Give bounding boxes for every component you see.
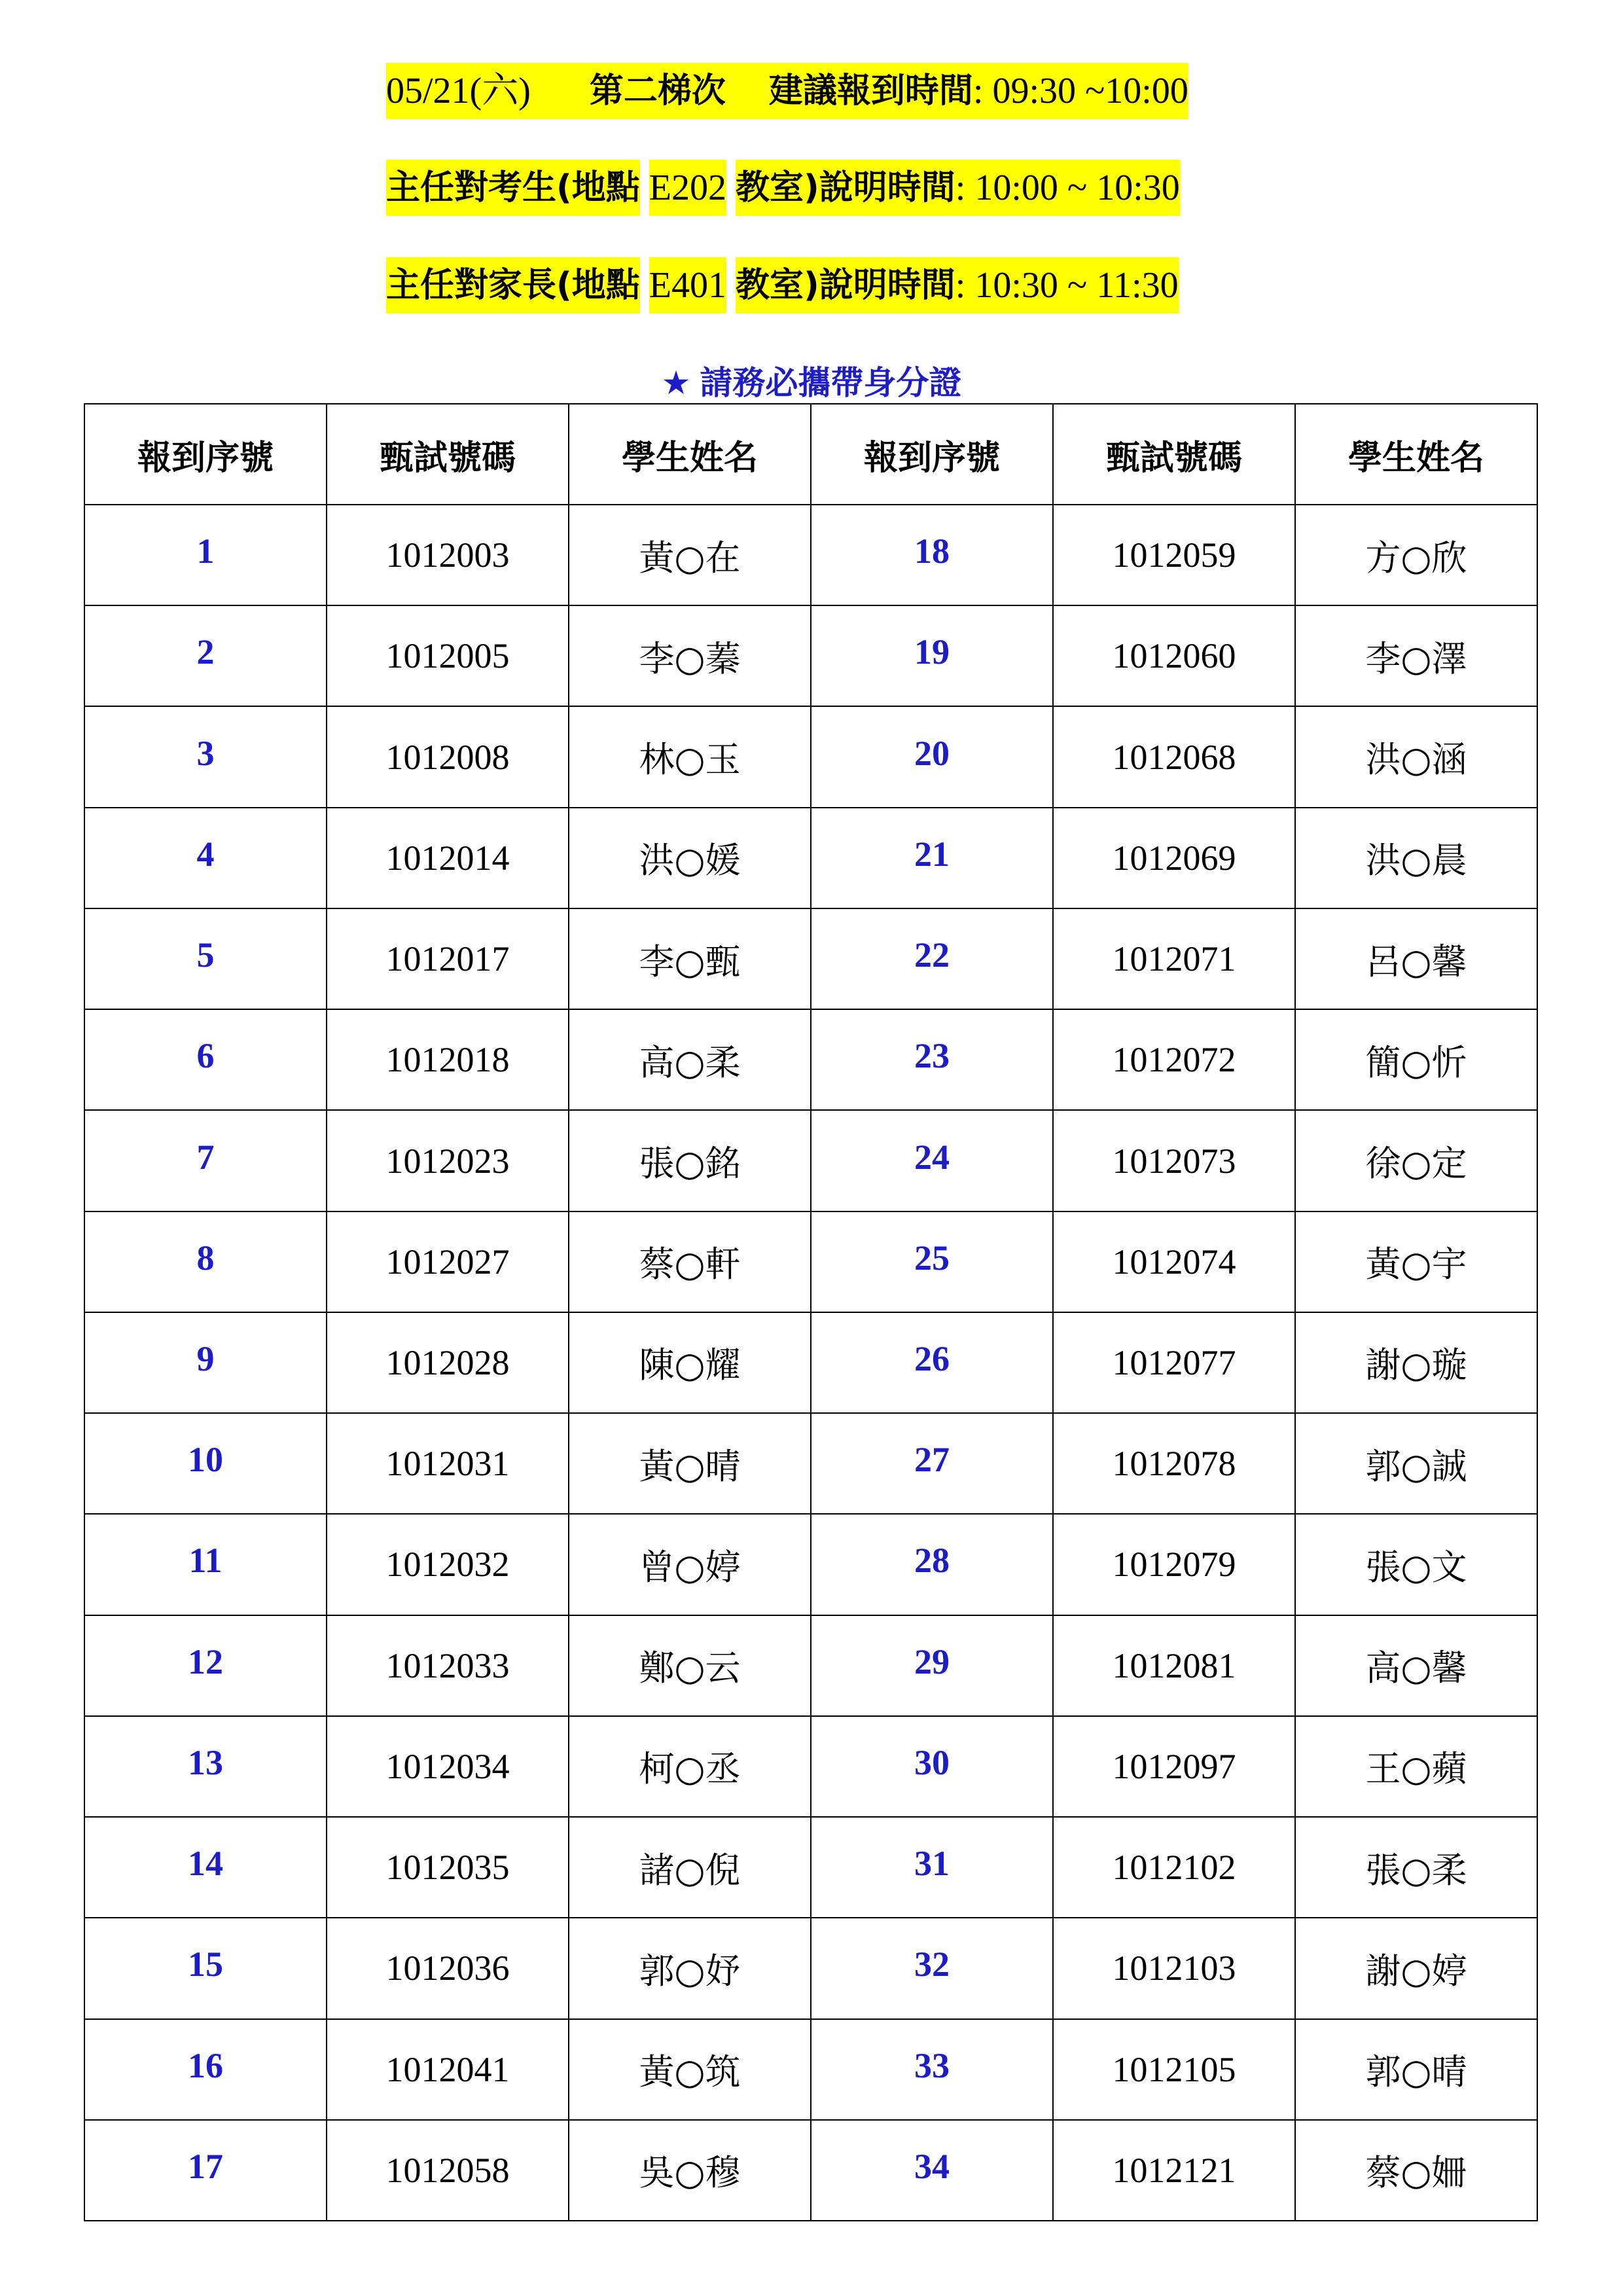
cell-seq-number	[84, 1413, 327, 1514]
seq-number-text: 18	[914, 531, 950, 571]
table-row	[84, 1716, 1537, 1817]
seq-number-text: 19	[914, 632, 950, 672]
schedule-date: 05/21(六)	[386, 63, 531, 119]
cell-student-name: 謝○婷	[1295, 1918, 1537, 2018]
checkin-time-label: 建議報到時間	[769, 63, 973, 119]
students-briefing-label: 主任對考生(地點	[386, 160, 640, 216]
cell-student-name: 徐○定	[1295, 1110, 1537, 1211]
cell-student-name: 洪○涵	[1295, 706, 1537, 807]
cell-student-name: 陳○耀	[569, 1312, 811, 1413]
cell-seq-number	[84, 1312, 327, 1413]
cell-exam-number: 1012072	[1053, 1009, 1295, 1110]
seq-number-text: 3	[196, 733, 215, 773]
column-header-seq: 報到序號	[811, 404, 1053, 505]
column-header-exam-number: 甄試號碼	[327, 404, 569, 505]
seq-number-text: 17	[188, 2146, 223, 2186]
cell-exam-number: 1012078	[1053, 1413, 1295, 1514]
cell-exam-number: 1012068	[1053, 706, 1295, 807]
cell-seq-number	[811, 1110, 1053, 1211]
notice-text: 請務必攜帶身分證	[700, 364, 962, 402]
cell-exam-number: 1012077	[1053, 1312, 1295, 1413]
cell-student-name: 蔡○軒	[569, 1211, 811, 1312]
table-row	[84, 605, 1537, 706]
cell-seq-number	[811, 505, 1053, 605]
table-row	[84, 1413, 1537, 1514]
cell-seq-number	[84, 1716, 327, 1817]
seq-number-text: 20	[914, 733, 950, 773]
table-body	[84, 505, 1537, 2221]
column-header-student-name: 學生姓名	[569, 404, 811, 505]
seq-number-text: 29	[914, 1641, 950, 1681]
seq-number-text: 14	[188, 1844, 223, 1884]
cell-seq-number	[811, 1312, 1053, 1413]
seq-number-text: 1	[196, 531, 215, 571]
batch-label: 第二梯次	[590, 63, 726, 119]
parents-room: E401	[649, 257, 726, 314]
seq-number-text: 32	[914, 1945, 950, 1984]
cell-seq-number	[84, 2120, 327, 2221]
cell-student-name: 高○柔	[569, 1009, 811, 1110]
table-header-row	[84, 404, 1537, 505]
students-briefing-time: : 10:00 ~ 10:30	[955, 160, 1180, 216]
cell-student-name: 鄭○云	[569, 1615, 811, 1716]
cell-student-name: 柯○丞	[569, 1716, 811, 1817]
seq-number-text: 11	[188, 1541, 223, 1581]
cell-exam-number: 1012032	[327, 1514, 569, 1615]
cell-seq-number	[84, 706, 327, 807]
cell-student-name: 洪○晨	[1295, 808, 1537, 908]
cell-exam-number: 1012059	[1053, 505, 1295, 605]
cell-seq-number	[811, 1615, 1053, 1716]
cell-exam-number: 1012071	[1053, 908, 1295, 1009]
cell-seq-number	[811, 1009, 1053, 1110]
table-row	[84, 1514, 1537, 1615]
table-row	[84, 1918, 1537, 2018]
cell-student-name: 呂○馨	[1295, 908, 1537, 1009]
cell-student-name: 吳○穆	[569, 2120, 811, 2221]
seq-number-text: 28	[914, 1541, 950, 1581]
cell-seq-number	[84, 2019, 327, 2120]
seq-number-text: 16	[188, 2045, 223, 2085]
cell-seq-number	[811, 2019, 1053, 2120]
table-row	[84, 1615, 1537, 1716]
cell-student-name: 諸○倪	[569, 1817, 811, 1918]
seq-number-text: 10	[188, 1440, 223, 1480]
cell-seq-number	[84, 505, 327, 605]
parents-briefing-label: 主任對家長(地點	[386, 257, 640, 314]
checkin-roster-table	[84, 403, 1538, 2221]
cell-student-name: 郭○誠	[1295, 1413, 1537, 1514]
cell-student-name: 林○玉	[569, 706, 811, 807]
seq-number-text: 6	[196, 1036, 215, 1076]
checkin-time: : 09:30 ~10:00	[973, 63, 1188, 119]
cell-exam-number: 1012079	[1053, 1514, 1295, 1615]
cell-student-name: 簡○忻	[1295, 1009, 1537, 1110]
seq-number-text: 31	[914, 1844, 950, 1884]
cell-student-name: 張○柔	[1295, 1817, 1537, 1918]
cell-exam-number: 1012033	[327, 1615, 569, 1716]
cell-seq-number	[84, 908, 327, 1009]
table-row	[84, 505, 1537, 605]
cell-student-name: 洪○媛	[569, 808, 811, 908]
seq-number-text: 7	[196, 1137, 215, 1177]
table-row	[84, 908, 1537, 1009]
seq-number-text: 8	[196, 1238, 215, 1278]
cell-seq-number	[811, 605, 1053, 706]
cell-exam-number: 1012081	[1053, 1615, 1295, 1716]
cell-seq-number	[84, 1817, 327, 1918]
cell-exam-number: 1012014	[327, 808, 569, 908]
star-icon: ★	[661, 364, 691, 402]
table-row	[84, 808, 1537, 908]
cell-exam-number: 1012005	[327, 605, 569, 706]
cell-exam-number: 1012121	[1053, 2120, 1295, 2221]
column-header-student-name: 學生姓名	[1295, 404, 1537, 505]
cell-seq-number	[84, 1211, 327, 1312]
cell-exam-number: 1012028	[327, 1312, 569, 1413]
table-row	[84, 1817, 1537, 1918]
cell-student-name: 謝○璇	[1295, 1312, 1537, 1413]
seq-number-text: 34	[914, 2146, 950, 2186]
cell-student-name: 郭○晴	[1295, 2019, 1537, 2120]
seq-number-text: 26	[914, 1338, 950, 1378]
seq-number-text: 21	[914, 834, 950, 874]
id-card-notice	[0, 357, 1623, 404]
seq-number-text: 24	[914, 1137, 950, 1177]
seq-number-text: 12	[188, 1641, 223, 1681]
seq-number-text: 27	[914, 1440, 950, 1480]
students-briefing-label-2: 教室)說明時間	[736, 160, 955, 216]
table-row	[84, 1009, 1537, 1110]
cell-student-name: 李○甄	[569, 908, 811, 1009]
cell-exam-number: 1012027	[327, 1211, 569, 1312]
schedule-line-parents	[386, 257, 1179, 314]
schedule-line-students	[386, 160, 1180, 216]
cell-exam-number: 1012031	[327, 1413, 569, 1514]
column-header-exam-number: 甄試號碼	[1053, 404, 1295, 505]
cell-exam-number: 1012069	[1053, 808, 1295, 908]
cell-seq-number	[84, 605, 327, 706]
cell-student-name: 蔡○姍	[1295, 2120, 1537, 2221]
cell-exam-number: 1012097	[1053, 1716, 1295, 1817]
seq-number-text: 22	[914, 935, 950, 975]
cell-seq-number	[84, 808, 327, 908]
cell-seq-number	[84, 1514, 327, 1615]
seq-number-text: 2	[196, 632, 215, 672]
cell-exam-number: 1012034	[327, 1716, 569, 1817]
seq-number-text: 33	[914, 2045, 950, 2085]
seq-number-text: 13	[188, 1742, 223, 1782]
cell-seq-number	[84, 1918, 327, 2018]
cell-exam-number: 1012060	[1053, 605, 1295, 706]
cell-student-name: 李○蓁	[569, 605, 811, 706]
table-row	[84, 1211, 1537, 1312]
table-row	[84, 1110, 1537, 1211]
cell-student-name: 黃○宇	[1295, 1211, 1537, 1312]
cell-exam-number: 1012017	[327, 908, 569, 1009]
cell-exam-number: 1012073	[1053, 1110, 1295, 1211]
seq-number-text: 5	[196, 935, 215, 975]
cell-student-name: 李○澤	[1295, 605, 1537, 706]
cell-student-name: 張○銘	[569, 1110, 811, 1211]
cell-seq-number	[84, 1110, 327, 1211]
table-row	[84, 2120, 1537, 2221]
cell-student-name: 黃○筑	[569, 2019, 811, 2120]
seq-number-text: 25	[914, 1238, 950, 1278]
seq-number-text: 4	[196, 834, 215, 874]
parents-briefing-time: : 10:30 ~ 11:30	[955, 257, 1179, 314]
cell-student-name: 郭○妤	[569, 1918, 811, 2018]
cell-exam-number: 1012102	[1053, 1817, 1295, 1918]
cell-student-name: 高○馨	[1295, 1615, 1537, 1716]
cell-exam-number: 1012041	[327, 2019, 569, 2120]
schedule-line-checkin	[386, 63, 1188, 119]
seq-number-text: 9	[196, 1338, 215, 1378]
cell-exam-number: 1012074	[1053, 1211, 1295, 1312]
students-room: E202	[649, 160, 726, 216]
cell-seq-number	[811, 1817, 1053, 1918]
cell-seq-number	[811, 908, 1053, 1009]
cell-exam-number: 1012036	[327, 1918, 569, 2018]
table-row	[84, 2019, 1537, 2120]
cell-seq-number	[811, 1211, 1053, 1312]
parents-briefing-label-2: 教室)說明時間	[736, 257, 955, 314]
cell-exam-number: 1012103	[1053, 1918, 1295, 2018]
cell-seq-number	[811, 2120, 1053, 2221]
table-row	[84, 706, 1537, 807]
cell-student-name: 黃○在	[569, 505, 811, 605]
table-row	[84, 1312, 1537, 1413]
cell-student-name: 曾○婷	[569, 1514, 811, 1615]
cell-seq-number	[811, 1514, 1053, 1615]
cell-exam-number: 1012003	[327, 505, 569, 605]
cell-exam-number: 1012035	[327, 1817, 569, 1918]
cell-exam-number: 1012105	[1053, 2019, 1295, 2120]
cell-student-name: 王○蘋	[1295, 1716, 1537, 1817]
seq-number-text: 15	[188, 1945, 223, 1984]
cell-seq-number	[84, 1009, 327, 1110]
cell-exam-number: 1012008	[327, 706, 569, 807]
cell-student-name: 張○文	[1295, 1514, 1537, 1615]
cell-seq-number	[811, 706, 1053, 807]
cell-exam-number: 1012018	[327, 1009, 569, 1110]
cell-seq-number	[811, 808, 1053, 908]
cell-exam-number: 1012023	[327, 1110, 569, 1211]
seq-number-text: 23	[914, 1036, 950, 1076]
cell-seq-number	[811, 1413, 1053, 1514]
cell-student-name: 黃○晴	[569, 1413, 811, 1514]
cell-student-name: 方○欣	[1295, 505, 1537, 605]
cell-seq-number	[811, 1918, 1053, 2018]
column-header-seq: 報到序號	[84, 404, 327, 505]
seq-number-text: 30	[914, 1742, 950, 1782]
cell-seq-number	[811, 1716, 1053, 1817]
cell-exam-number: 1012058	[327, 2120, 569, 2221]
cell-seq-number	[84, 1615, 327, 1716]
